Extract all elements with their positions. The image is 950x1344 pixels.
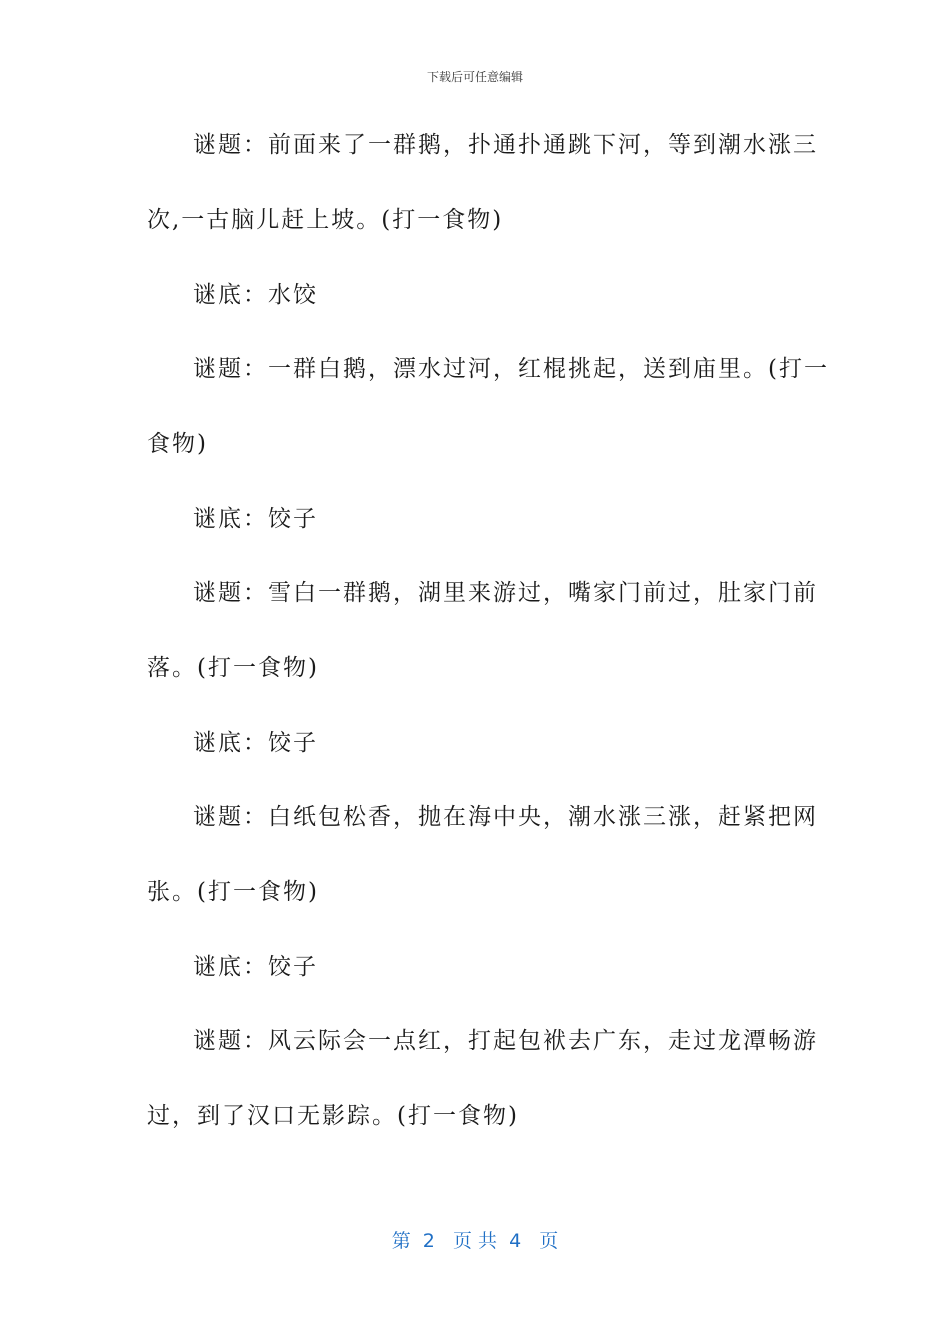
riddle-4-question-line-1: 谜题：白纸包松香，抛在海中央，潮水涨三涨，赶紧把网 [193, 804, 818, 830]
riddle-1-question-line-1: 谜题：前面来了一群鹅，扑通扑通跳下河，等到潮水涨三 [193, 132, 818, 158]
riddle-5-question-line-2: 过，到了汉口无影踪。(打一食物) [147, 1103, 519, 1129]
riddle-5-question-line-1: 谜题：风云际会一点红，打起包袱去广东，走过龙潭畅游 [193, 1028, 818, 1054]
riddle-3-answer: 谜底：饺子 [193, 730, 318, 756]
riddle-3-question-line-2: 落。(打一食物) [147, 655, 319, 681]
page-number-footer: 第 2 页 共 4 页 [391, 1230, 559, 1252]
riddle-1-question-line-2: 次,一古脑儿赶上坡。(打一食物) [147, 207, 504, 233]
riddle-2-answer: 谜底：饺子 [193, 506, 318, 532]
page-header-note: 下载后可任意编辑 [426, 70, 523, 84]
riddle-3-question-line-1: 谜题：雪白一群鹅，湖里来游过，嘴家门前过，肚家门前 [193, 580, 818, 606]
riddle-1-answer: 谜底：水饺 [193, 282, 318, 308]
riddle-2-question-line-2: 食物) [147, 431, 208, 457]
riddle-4-answer: 谜底：饺子 [193, 954, 318, 980]
riddle-2-question-line-1: 谜题：一群白鹅，漂水过河，红棍挑起，送到庙里。(打一 [193, 356, 829, 382]
riddle-4-question-line-2: 张。(打一食物) [147, 879, 319, 905]
